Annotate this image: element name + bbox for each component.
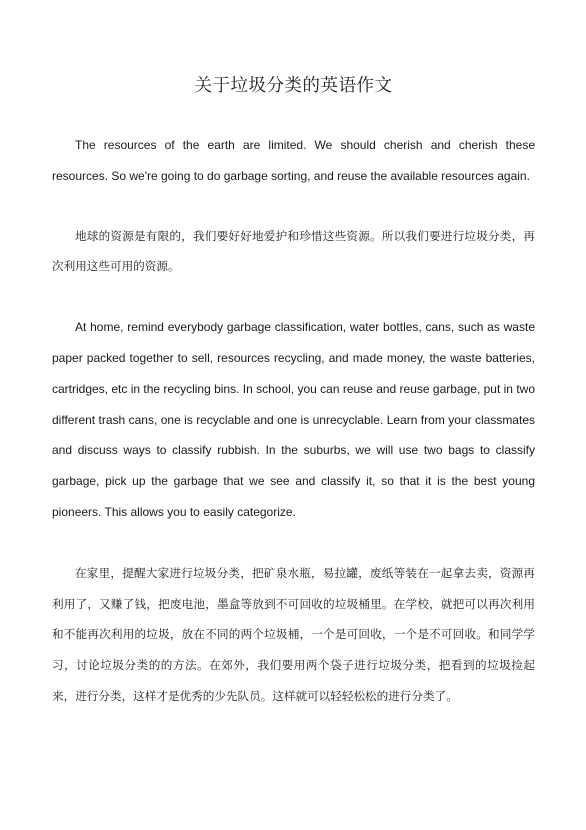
document-title: 关于垃圾分类的英语作文	[194, 76, 393, 96]
paragraph-chinese-body: 在家里，提醒大家进行垃圾分类，把矿泉水瓶，易拉罐，废纸等装在一起拿去卖，资源再利用了，又赚了钱，把废电池，墨盒等放到不可回收的垃圾桶里。在学校，就把可以再次利用和不能再次利用的垃圾，放在不同的两个垃圾桶，一个是可回收，一个是不可回收。和同学学习，讨论垃圾分类的的方法。在郊外，我们要用两个袋子进行垃圾分类，把看到的垃圾捡起来，进行分类，这样才是优秀的少先队员。这样就可以轻轻松松的进行分类了。	[52, 565, 535, 703]
paragraph-chinese-intro: 地球的资源是有限的，我们要好好地爱护和珍惜这些资源。所以我们要进行垃圾分类，再次利用这些可用的资源。	[52, 228, 535, 274]
paragraph-english-intro: The resources of the earth are limited. We should cherish and cherish these resources. So we're going to do garbage sorting, and reuse the available resources again.	[52, 138, 535, 183]
paragraph-english-body: At home, remind everybody garbage classification, water bottles, cans, such as waste paper packed together to sell, resources recycling, and made money, the waste batteries, cartridges, etc in the recycling bins. In school, you can reuse and reuse garbage, put in two different trash cans, one is recyclable and one is unrecyclable. Learn from your classmates and discuss ways to classify rubbish. In the suburbs, we will use two bags to classify garbage, pick up the garbage that we see and classify it, so that it is the best young pioneers. This allows you to easily categorize.	[52, 320, 535, 519]
